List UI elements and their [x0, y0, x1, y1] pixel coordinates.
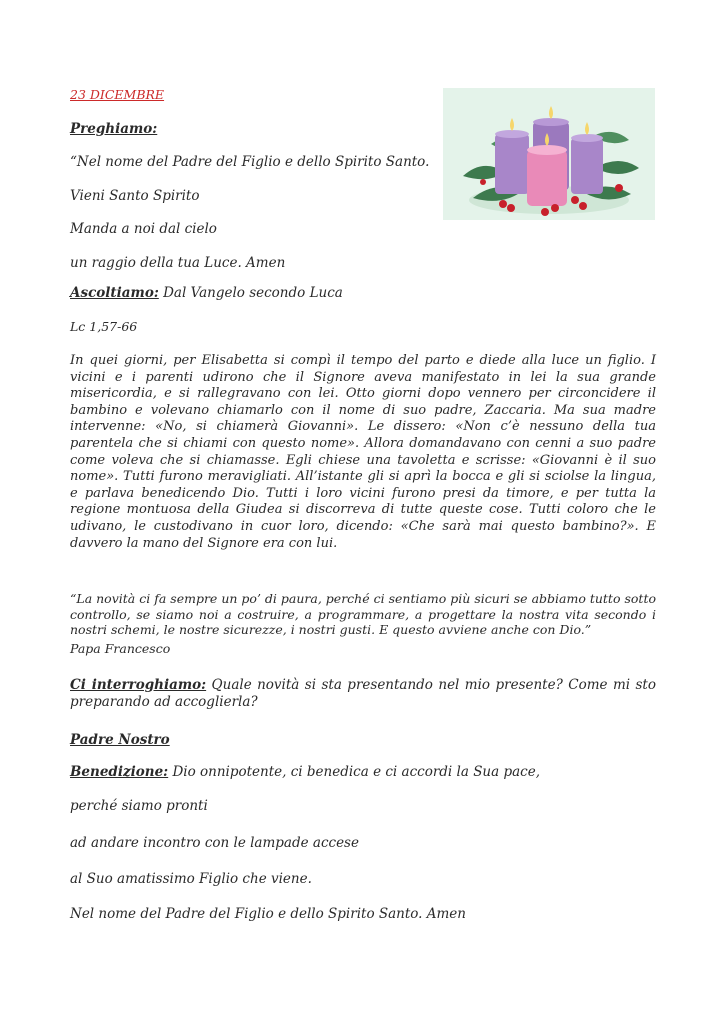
listen-line [70, 285, 343, 302]
prayer-line: Manda a noi dal cielo [70, 221, 217, 237]
blessing-line: al Suo amatissimo Figlio che viene. [70, 871, 312, 887]
blessing-line [70, 764, 540, 781]
pope-quote: “La novità ci fa sempre un po’ di paura, perché ci sentiamo più sicuri se abbiamo tutto sotto controllo, se siamo noi a costruire, a programmare, a progettare la nostra vita secondo i nostri schemi, le nostre sicurezze, i nostri gusti. E questo avviene anche con Dio.” [70, 591, 656, 637]
quote-author: Papa Francesco [70, 641, 171, 656]
our-father-label: Padre Nostro [70, 732, 170, 748]
question-heading: Ci interroghiamo: [70, 677, 207, 693]
advent-candles-illustration [443, 88, 655, 220]
listen-heading: Ascoltiamo: [70, 285, 159, 301]
blessing-heading: Benedizione: [70, 764, 169, 780]
prayer-line: un raggio della tua Luce. Amen [70, 255, 286, 271]
blessing-line: perché siamo pronti [70, 798, 208, 814]
question-paragraph [70, 677, 656, 711]
prayer-heading [70, 121, 157, 138]
blessing-first-line: Dio onnipotente, ci benedica e ci accordi la Sua pace, [168, 764, 541, 780]
prayer-line: “Nel nome del Padre del Figlio e dello Spirito Santo. [70, 154, 430, 170]
listen-source: Dal Vangelo secondo Luca [158, 285, 343, 301]
date-heading: 23 DICEMBRE [70, 87, 165, 102]
blessing-line: Nel nome del Padre del Figlio e dello Spirito Santo. Amen [70, 906, 466, 922]
blessing-line: ad andare incontro con le lampade accese [70, 835, 359, 851]
our-father-heading [70, 732, 170, 749]
gospel-text: In quei giorni, per Elisabetta si compì il tempo del parto e diede alla luce un figlio. I vicini e i parenti udirono che il Signore aveva manifestato in lei la sua grande misericordia, e si rallegravano con lei. Otto giorni dopo vennero per circoncidere il bambino e volevano chiamarlo con il nome di suo padre, Zaccaria. Ma sua madre intervenne: «No, si chiamerà Giovanni». Le dissero: «Non c’è nessuno della tua parentela che si chiami con questo nome». Allora domandavano con cenni a suo padre come voleva che si chiamasse. Egli chiese una tavoletta e scrisse: «Giovanni è il suo nome». Tutti furono meravigliati. All’istante gli si aprì la bocca e gli si sciolse la lingua, e parlava benedicendo Dio. Tutti i loro vicini furono presi da timore, e per tutta la regione montuosa della Giudea si discorreva di tutte queste cose. Tutti coloro che le udivano, le custodivano in cuor loro, dicendo: «Che sarà mai questo bambino?». E davvero la mano del Signore era con lui. [70, 353, 656, 551]
prayer-heading-label: Preghiamo: [70, 121, 158, 137]
prayer-line: Vieni Santo Spirito [70, 188, 200, 204]
gospel-reference: Lc 1,57-66 [70, 319, 138, 334]
question-text: Quale novità si sta presentando nel mio presente? Come mi sto preparando ad accoglierla? [70, 677, 656, 710]
